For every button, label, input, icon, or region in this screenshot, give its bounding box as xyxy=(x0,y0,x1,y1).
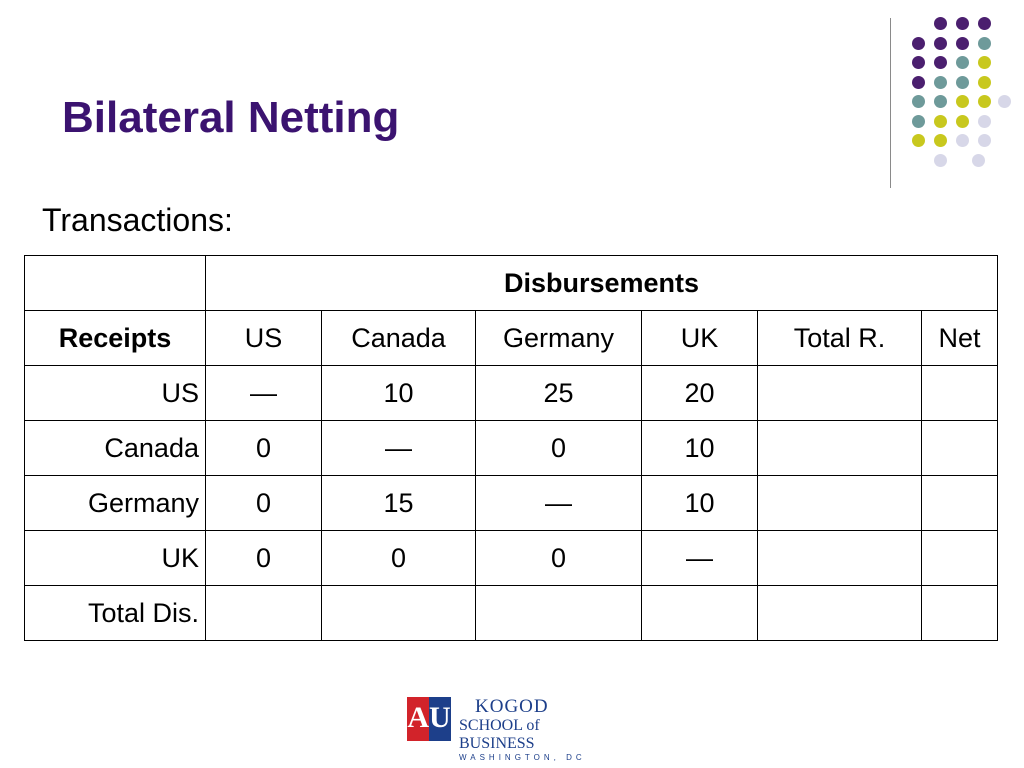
decorative-dot xyxy=(978,37,991,50)
row-label: UK xyxy=(25,531,206,586)
decorative-dot xyxy=(912,37,925,50)
slide-subtitle: Transactions: xyxy=(42,202,233,238)
row-label: Total Dis. xyxy=(25,586,206,641)
column-header: Canada xyxy=(322,311,476,366)
table-row xyxy=(25,586,998,641)
logo-line-school: SCHOOL of BUSINESS xyxy=(459,717,540,752)
table-cell: — xyxy=(642,531,758,586)
decorative-dot xyxy=(978,17,991,30)
table-cell: 0 xyxy=(476,531,642,586)
table-cell xyxy=(758,531,922,586)
decorative-dot xyxy=(956,76,969,89)
logo-line-kogod: KOGOD xyxy=(475,696,549,717)
table-cell: 0 xyxy=(322,531,476,586)
table-cell: — xyxy=(206,366,322,421)
table-cell: 10 xyxy=(642,421,758,476)
table-row xyxy=(25,421,998,476)
decorative-dot xyxy=(978,115,991,128)
decorative-dot xyxy=(912,134,925,147)
table-cell: 0 xyxy=(206,531,322,586)
table-cell xyxy=(322,586,476,641)
table-cell xyxy=(922,531,998,586)
table-cell: — xyxy=(476,476,642,531)
table-cell xyxy=(922,476,998,531)
table-cell xyxy=(206,586,322,641)
table-cell xyxy=(758,476,922,531)
decorative-dot xyxy=(912,56,925,69)
table-cell xyxy=(758,586,922,641)
decorative-divider xyxy=(890,18,891,188)
table-row xyxy=(25,366,998,421)
decorative-dot xyxy=(956,37,969,50)
empty-corner-cell xyxy=(25,256,206,311)
decorative-dot xyxy=(956,95,969,108)
table-cell: 10 xyxy=(642,476,758,531)
logo-line-location: WASHINGTON, DC xyxy=(459,753,586,762)
table-row xyxy=(25,531,998,586)
column-header: US xyxy=(206,311,322,366)
table-cell: 25 xyxy=(476,366,642,421)
netting-table xyxy=(24,255,998,641)
table-cell: 0 xyxy=(476,421,642,476)
table-cell: — xyxy=(322,421,476,476)
table-cell: 0 xyxy=(206,421,322,476)
decorative-dot xyxy=(934,37,947,50)
logo-wordmark xyxy=(459,697,607,763)
table-column-header-row xyxy=(25,311,998,366)
decorative-dot xyxy=(956,17,969,30)
decorative-dot xyxy=(934,134,947,147)
row-label: Canada xyxy=(25,421,206,476)
row-label: US xyxy=(25,366,206,421)
decorative-dot xyxy=(978,56,991,69)
decorative-dot xyxy=(998,95,1011,108)
table-cell: 10 xyxy=(322,366,476,421)
decorative-dot xyxy=(912,76,925,89)
slide-title: Bilateral Netting xyxy=(62,93,400,142)
decorative-dot xyxy=(956,134,969,147)
table-cell: 20 xyxy=(642,366,758,421)
column-header: Total R. xyxy=(758,311,922,366)
decorative-dot xyxy=(912,115,925,128)
decorative-dot xyxy=(934,56,947,69)
decorative-dot xyxy=(972,154,985,167)
table-cell: 15 xyxy=(322,476,476,531)
table-cell xyxy=(922,586,998,641)
table-cell xyxy=(922,421,998,476)
disbursements-header: Disbursements xyxy=(206,256,998,311)
table-group-header-row xyxy=(25,256,998,311)
decorative-dot xyxy=(978,95,991,108)
row-label: Germany xyxy=(25,476,206,531)
table-cell xyxy=(922,366,998,421)
table-row xyxy=(25,476,998,531)
decorative-dot xyxy=(934,76,947,89)
au-logo-mark xyxy=(407,697,451,741)
decorative-dot xyxy=(956,115,969,128)
table-cell xyxy=(758,421,922,476)
table-cell xyxy=(476,586,642,641)
column-header: UK xyxy=(642,311,758,366)
decorative-dot xyxy=(934,95,947,108)
column-header: Germany xyxy=(476,311,642,366)
decorative-dot xyxy=(934,17,947,30)
decorative-dot xyxy=(934,115,947,128)
table-cell: 0 xyxy=(206,476,322,531)
receipts-header: Receipts xyxy=(25,311,206,366)
column-header: Net xyxy=(922,311,998,366)
kogod-logo xyxy=(407,696,607,762)
decorative-dot xyxy=(956,56,969,69)
decorative-dot xyxy=(934,154,947,167)
logo-mark-text: AU xyxy=(407,701,451,734)
table-cell xyxy=(758,366,922,421)
decorative-dot xyxy=(978,76,991,89)
decorative-dot xyxy=(978,134,991,147)
decorative-dot xyxy=(912,95,925,108)
table-cell xyxy=(642,586,758,641)
